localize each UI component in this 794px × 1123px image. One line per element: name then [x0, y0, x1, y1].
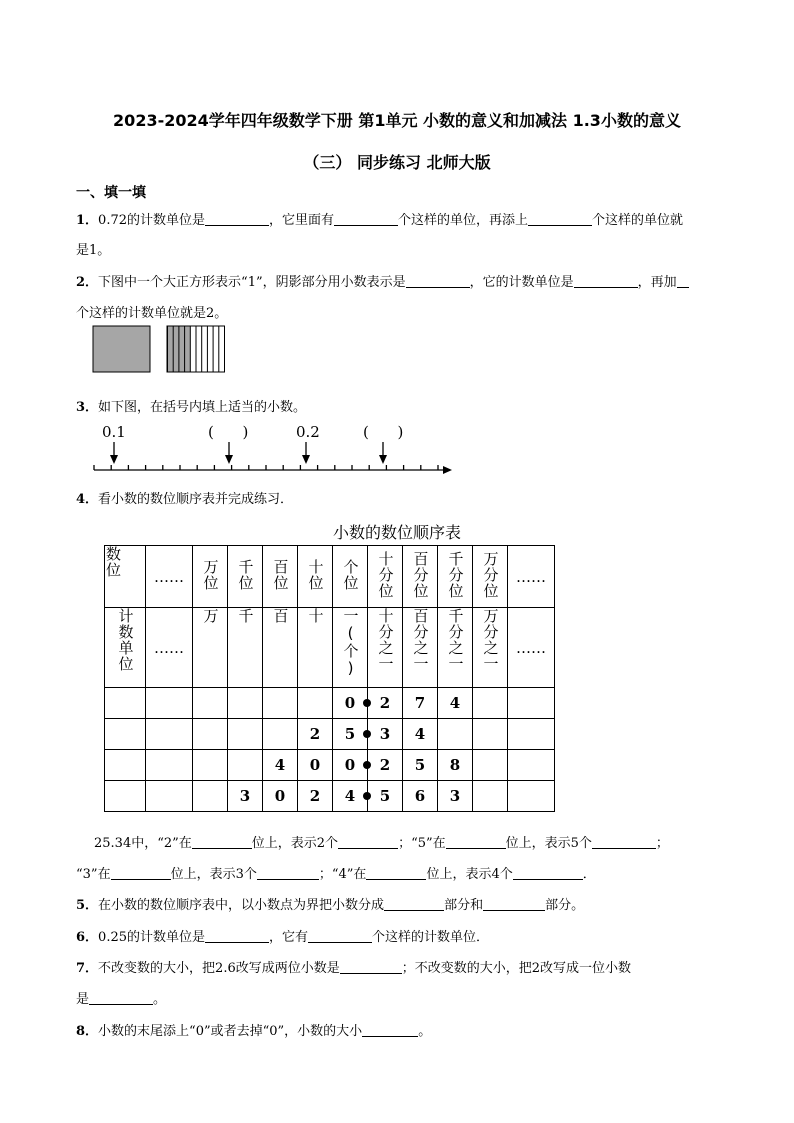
question-1: 1．0.72的计数单位是 ，它里面有 个这样的单位，再添上 个这样的单位就 [76, 213, 684, 228]
row-count-units [105, 608, 555, 688]
answer-blank[interactable] [483, 898, 545, 911]
place-name-cell: …… [146, 546, 193, 608]
label-blank-2: ( ) [363, 423, 404, 441]
digit-cell [438, 719, 473, 750]
digit-cell: 4 [333, 781, 368, 812]
answer-blank[interactable] [446, 836, 506, 849]
count-unit-cell: …… [146, 608, 193, 688]
digit-cell: 2 [298, 781, 333, 812]
decimal-point [363, 730, 371, 738]
question-5: 5．在小数的数位顺序表中，以小数点为界把小数分成 部分和 部分。 [76, 898, 585, 913]
digit-cell [105, 688, 146, 719]
digit-cell [508, 688, 555, 719]
digit-cell [105, 750, 146, 781]
striped-square-figure [167, 325, 227, 375]
shaded-square-full [93, 326, 150, 372]
count-unit-cell: 千 [228, 608, 263, 688]
answer-blank[interactable] [192, 836, 252, 849]
digit-cell: 5 [403, 750, 438, 781]
answer-blank[interactable] [205, 213, 269, 226]
answer-blank[interactable] [677, 275, 689, 288]
digit-cell [508, 781, 555, 812]
digit-cell [263, 719, 298, 750]
answer-blank[interactable] [528, 213, 592, 226]
digit-cell [228, 688, 263, 719]
answer-blank[interactable] [111, 867, 171, 880]
decimal-point [363, 761, 371, 769]
axis-arrow-icon [443, 466, 452, 474]
answer-blank[interactable] [340, 961, 402, 974]
section-title: 一、填一填 [76, 185, 146, 201]
table-row [105, 750, 555, 781]
digit-cell: 0 [298, 750, 333, 781]
place-name-cell: 万分位 [473, 546, 508, 608]
digit-cell: 3 [228, 781, 263, 812]
label-0-2: 0.2 [296, 423, 320, 441]
digit-cell: 0 [333, 750, 368, 781]
digit-cell: 4 [403, 719, 438, 750]
digit-cell [473, 688, 508, 719]
count-unit-cell: 万分之一 [473, 608, 508, 688]
digit-cell: 0 [333, 688, 368, 719]
digit-cell [508, 719, 555, 750]
question-6: 6．0.25的计数单位是 ，它有 个这样的计数单位． [76, 930, 490, 945]
digit-cell: 5 [368, 781, 403, 812]
count-unit-cell: 百分之一 [403, 608, 438, 688]
digit-cell [193, 781, 228, 812]
answer-blank[interactable] [338, 836, 398, 849]
digit-cell [508, 750, 555, 781]
number-line [90, 418, 460, 478]
digit-cell [473, 781, 508, 812]
header-label-unit: 计数单位 [105, 608, 146, 688]
question-4-fill-1: 25.34中，“2”在 位上，表示2个 ；“5”在 位上，表示5个 ； [94, 836, 669, 851]
digit-cell [298, 688, 333, 719]
answer-blank[interactable] [308, 930, 372, 943]
digit-cell: 5 [333, 719, 368, 750]
digit-cell [193, 688, 228, 719]
question-3: 3．如下图，在括号内填上适当的小数。 [76, 400, 307, 415]
place-name-cell: 百位 [263, 546, 298, 608]
answer-blank[interactable] [366, 867, 426, 880]
place-name-cell: 百分位 [403, 546, 438, 608]
decimal-point [363, 792, 371, 800]
answer-blank[interactable] [406, 275, 470, 288]
place-name-cell: 十位 [298, 546, 333, 608]
count-unit-cell: 十分之一 [368, 608, 403, 688]
answer-blank[interactable] [334, 213, 398, 226]
count-unit-cell: 千分之一 [438, 608, 473, 688]
digit-cell [473, 750, 508, 781]
answer-blank[interactable] [89, 992, 153, 1005]
digit-cell [105, 781, 146, 812]
question-4: 4．看小数的数位顺序表并完成练习． [76, 492, 294, 507]
answer-blank[interactable] [592, 836, 656, 849]
digit-cell [193, 750, 228, 781]
digit-cell: 6 [403, 781, 438, 812]
question-2: 2．下图中一个大正方形表示“1”，阴影部分用小数表示是 ，它的计数单位是 ，再加 [76, 271, 689, 290]
answer-blank[interactable] [574, 275, 638, 288]
digit-cell [146, 781, 193, 812]
digit-cell: 3 [438, 781, 473, 812]
question-7: 7．不改变数的大小，把2.6改写成两位小数是 ；不改变数的大小，把2改写成一位小数 [76, 961, 632, 976]
page-title-line1: 2023-2024学年四年级数学下册 第1单元 小数的意义和加减法 1.3小数的意义 [113, 111, 681, 130]
digit-cell [228, 719, 263, 750]
digit-cell [193, 719, 228, 750]
row-place-names [105, 546, 555, 608]
table-title: 小数的数位顺序表 [332, 523, 461, 542]
place-name-cell: 千分位 [438, 546, 473, 608]
count-unit-cell: …… [508, 608, 555, 688]
digit-cell [146, 750, 193, 781]
question-1-line2: 是1。 [76, 243, 111, 258]
place-name-cell: 千位 [228, 546, 263, 608]
place-name-cell: …… [508, 546, 555, 608]
digit-cell: 8 [438, 750, 473, 781]
digit-cell [105, 719, 146, 750]
question-2-line2: 个这样的计数单位就是2。 [76, 306, 228, 321]
count-unit-cell: 十 [298, 608, 333, 688]
question-7-line2: 是 。 [76, 992, 167, 1007]
digit-cell: 2 [298, 719, 333, 750]
digit-cell: 3 [368, 719, 403, 750]
label-blank-1: ( ) [208, 423, 249, 441]
place-name-cell: 万位 [193, 546, 228, 608]
count-unit-cell: 万 [193, 608, 228, 688]
digit-cell: 7 [403, 688, 438, 719]
decimal-point [363, 699, 371, 707]
table-row [105, 688, 555, 719]
place-name-cell: 个位 [333, 546, 368, 608]
count-unit-cell: 一(个) [333, 608, 368, 688]
header-label-place: 数位 [105, 546, 146, 608]
digit-cell: 0 [263, 781, 298, 812]
question-4-fill-2: “3”在 位上，表示3个 ；“4”在 位上，表示4个 ． [76, 867, 596, 882]
answer-blank[interactable] [205, 930, 269, 943]
digit-cell: 4 [438, 688, 473, 719]
table-row [105, 781, 555, 812]
answer-blank[interactable] [362, 1024, 418, 1037]
answer-blank[interactable] [513, 867, 583, 880]
page-title-line2: （三） 同步练习 北师大版 [303, 153, 491, 172]
digit-cell: 2 [368, 688, 403, 719]
answer-blank[interactable] [384, 898, 444, 911]
table-row [105, 719, 555, 750]
place-name-cell: 十分位 [368, 546, 403, 608]
label-0-1: 0.1 [102, 423, 126, 441]
count-unit-cell: 百 [263, 608, 298, 688]
digit-cell [146, 719, 193, 750]
digit-cell: 4 [263, 750, 298, 781]
digit-cell [263, 688, 298, 719]
digit-cell [228, 750, 263, 781]
digit-cell: 2 [368, 750, 403, 781]
question-8: 8．小数的末尾添上“0”或者去掉“0”，小数的大小 。 [76, 1024, 432, 1039]
place-value-table [104, 545, 555, 812]
answer-blank[interactable] [257, 867, 319, 880]
digit-cell [146, 688, 193, 719]
digit-cell [473, 719, 508, 750]
